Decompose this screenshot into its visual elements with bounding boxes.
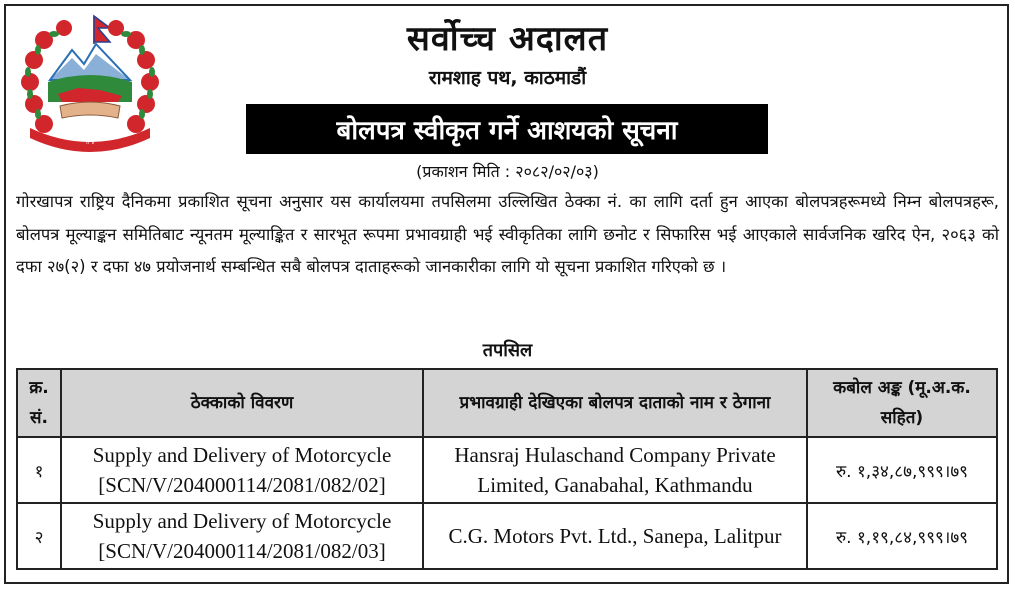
- svg-text:॥ ॥: ॥ ॥: [85, 139, 95, 146]
- row-amount: रु. १,३४,८७,९९९।७९: [807, 437, 997, 503]
- row-serial: १: [17, 437, 61, 503]
- row-description: Supply and Delivery of Motorcycle [SCN/V/204000114/2081/082/02]: [61, 437, 423, 503]
- court-address: रामशाह पथ, काठमाडौं: [428, 67, 587, 89]
- publication-date: (प्रकाशन मिति : २०८२/०२/०३): [416, 162, 599, 181]
- court-name: सर्वोच्च अदालत: [406, 19, 609, 59]
- table-header-row: [17, 369, 997, 437]
- row-bidder: Hansraj Hulaschand Company Private Limited, Ganabahal, Kathmandu: [423, 437, 807, 503]
- row-serial: २: [17, 503, 61, 569]
- table-row: [17, 503, 997, 569]
- notice-paragraph: गोरखापत्र राष्ट्रिय दैनिकमा प्रकाशित सूचना अनुसार यस कार्यालयमा तपसिलमा उल्लिखित ठेक्का नं. का लागि दर्ता हुन आएका बोलपत्रहरूमध्ये निम्न बोलपत्रहरू, बोलपत्र मूल्याङ्कन समितिबाट न्यूनतम मूल्याङ्कित र सारभूत रूपमा प्रभावग्राही भई स्वीकृतिका लागि छनोट र सिफारिस भई आएकाले सार्वजनिक खरिद ऐन, २०६३ को दफा २७(२) र दफा ४७ प्रयोजनार्थ सम्बन्धित सबै बोलपत्र दाताहरूको जानकारीका लागि यो सूचना प्रकाशित गरिएको छ ।: [16, 192, 999, 276]
- table-row: [17, 437, 997, 503]
- row-amount: रु. १,१९,८४,९९९।७९: [807, 503, 997, 569]
- row-description: Supply and Delivery of Motorcycle [SCN/V/204000114/2081/082/03]: [61, 503, 423, 569]
- notice-banner: बोलपत्र स्वीकृत गर्ने आशयको सूचना: [246, 104, 768, 154]
- bid-table: [16, 368, 998, 570]
- header-amount: कबोल अङ्क (मू.अ.क. सहित): [807, 369, 997, 437]
- header-bidder: प्रभावग्राही देखिएका बोलपत्र दाताको नाम र ठेगाना: [423, 369, 807, 437]
- header-description: ठेक्काको विवरण: [61, 369, 423, 437]
- section-title: तपसिल: [482, 340, 533, 361]
- header-serial: क्र. सं.: [17, 369, 61, 437]
- row-bidder: C.G. Motors Pvt. Ltd., Sanepa, Lalitpur: [423, 503, 807, 569]
